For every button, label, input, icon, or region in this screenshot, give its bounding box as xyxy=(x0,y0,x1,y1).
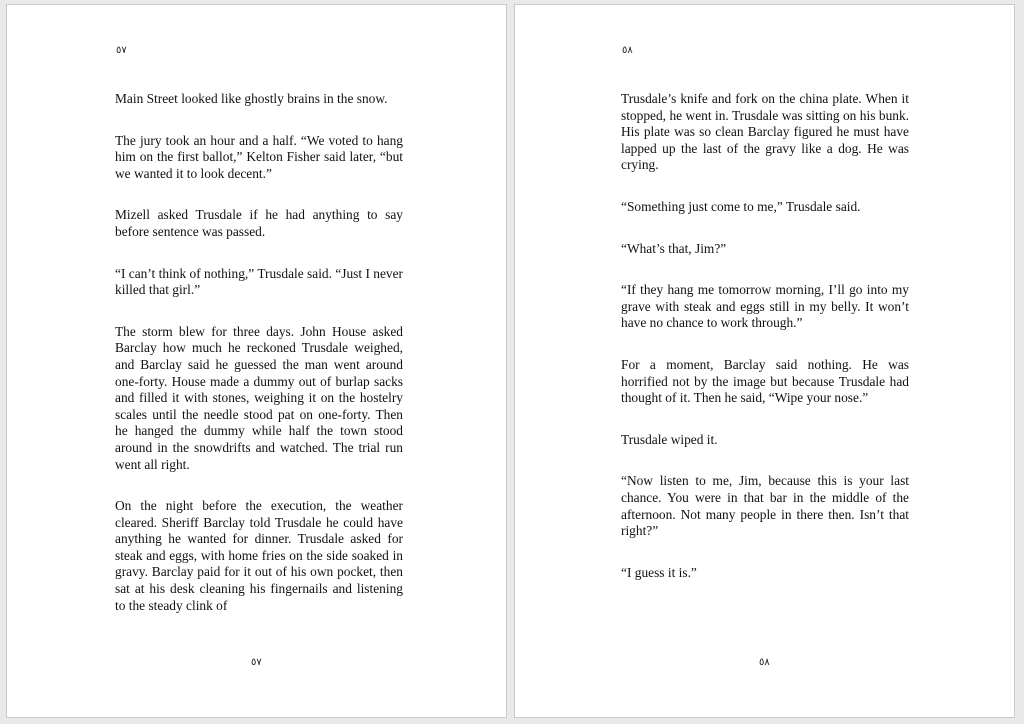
paragraph: “I can’t think of nothing,” Trusdale said. “Just I never killed that girl.” xyxy=(115,265,403,298)
paragraph: “I guess it is.” xyxy=(621,564,697,580)
paragraph: For a moment, Barclay said nothing. He was horrified not by the image but because Trusdale had thought of it. Then he said, “Wipe your nose.” xyxy=(621,356,909,406)
paragraph: Trusdale wiped it. xyxy=(621,431,718,447)
paragraph: The storm blew for three days. John House asked Barclay how much he reckoned Trusdale weighed, and Barclay said he guessed the man went around one-forty. House made a dummy out of burlap sacks and filled it with stones, weighing it on the hostelry scales until the needle stood pat on one-forty. Then he hanged the dummy while half the town stood around in the snowdrifts and watched. The trial run went all right. xyxy=(115,323,403,472)
paragraph: “Now listen to me, Jim, because this is your last chance. You were in that bar in the middle of the afternoon. Not many people in there then. Isn’t that right?” xyxy=(621,473,909,539)
paragraph: “Something just come to me,” Trusdale said. xyxy=(621,198,861,214)
paragraph: Main Street looked like ghostly brains in the snow. xyxy=(115,91,388,106)
page-left xyxy=(6,4,507,718)
page-number-bottom: ٥٧ xyxy=(251,657,262,668)
paragraph: Mizell asked Trusdale if he had anything to say before sentence was passed. xyxy=(115,207,403,239)
page-number-top: ٥٨ xyxy=(622,45,633,56)
paragraph: The jury took an hour and a half. “We voted to hang him on the first ballot,” Kelton Fisher said later, “but we wanted it to look decent.” xyxy=(115,132,403,181)
page-body xyxy=(115,91,403,639)
page-number-top: ٥٧ xyxy=(116,45,127,56)
paragraph: Trusdale’s knife and fork on the china plate. When it stopped, he went in. Trusdale was sitting on his bunk. His plate was so clean Barclay figured he must have lapped up the last of the gravy like a dog. He was crying. xyxy=(621,91,909,173)
paragraph: “What’s that, Jim?” xyxy=(621,240,727,256)
paragraph: On the night before the execution, the weather cleared. Sheriff Barclay told Trusdale he could have anything he wanted for dinner. Trusdale asked for steak and eggs, with home fries on the side soaked in gravy. Barclay paid for it out of his own pocket, then sat at his desk cleaning his fingernails and listening to the steady clink of xyxy=(115,498,403,613)
page-right xyxy=(514,4,1015,718)
page-number-bottom: ٥٨ xyxy=(759,657,770,668)
page-body xyxy=(621,91,909,606)
paragraph: “If they hang me tomorrow morning, I’ll go into my grave with steak and eggs still in my belly. It won’t have no chance to work through.” xyxy=(621,282,909,331)
